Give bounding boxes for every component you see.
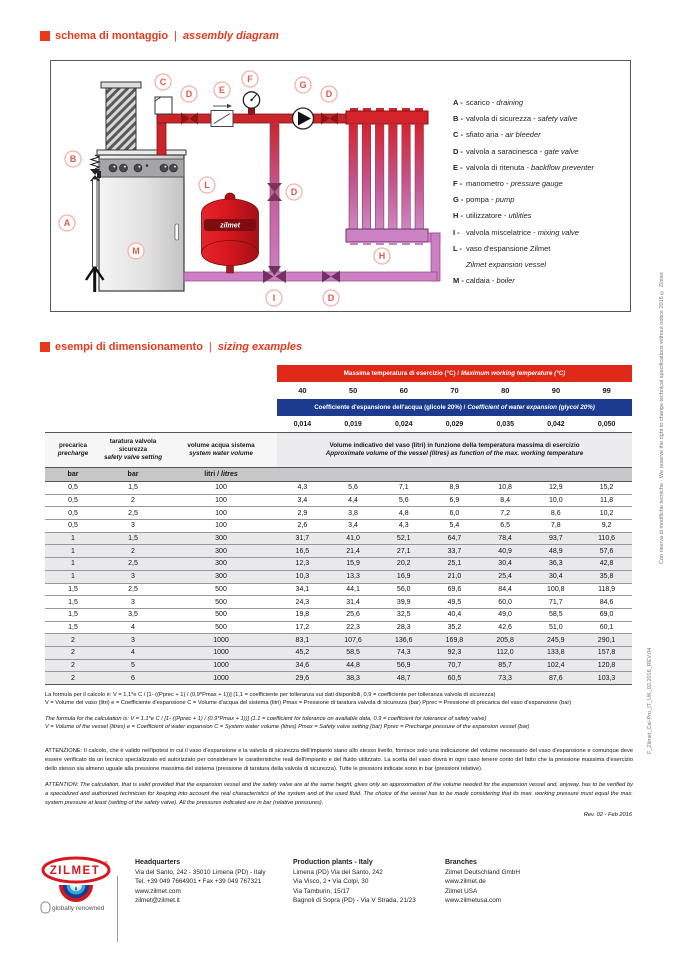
legend-item: G - pompa - pump [453,195,515,205]
legend-item: E - valvola di ritenuta - backflow preventer [453,162,594,172]
footer-production-plants [293,858,416,906]
marker-D4 [323,290,339,306]
col-header-precharge: precarica precharge [45,433,101,468]
svg-text:C: C [159,77,167,88]
margin-notice-vertical: Con riserva di modifiche tecniche - We reserve the right to change technical specifications without notice 2016 © Zilmet [659,272,665,564]
legend-item: H - utilizzatore - utilities [453,211,532,221]
list-item: Via del Santo, 242 - 35010 Limena (PD) - Italy [135,868,266,876]
formula-notes [45,691,633,731]
section-header-assembly [40,30,279,42]
table-row: 0,5 1,5 100 4,3 5,6 7,1 8,9 10,8 12,9 15,2 [68,484,614,492]
list-item: www.zilmet.com [135,887,181,895]
section-title-en: sizing examples [217,341,303,353]
temp-header-en: Maximum working temperature (°C) [461,370,566,377]
list-item: 0,042 [547,420,565,428]
list-item: www.zilmetusa.com [445,897,502,905]
list-item: Zilmet Deutschland GmbH [445,868,520,876]
gate-valve-middle [267,183,282,192]
footer-divider [117,876,118,942]
table-row: 1,5 4 500 17,2 22,3 28,3 35,2 42,6 51,0 60,1 [45,621,632,634]
marker-L [199,177,215,193]
list-item: 99 [602,386,611,395]
marker-B [65,151,81,167]
list-item: Bagnoli di Sopra (PD) - Via V Strada, 21/23 [293,897,416,905]
formula-en-1: The formula for the calculation is: V = 1.1*e C / [1- ((Pprec + 1) / (0.9*Pmax + 1))] (1.1 = coefficient for tolerance on available data, 0.9 = coefficient for tolerance of safety valve) [45,715,487,722]
revision-label: Rev. 02 - Feb 2016 [583,812,632,818]
footer-branches [445,858,520,906]
unit-litres: litri / litres [165,468,277,482]
sizing-table-wrap [45,432,632,685]
temp-header-it: Massima temperatura di esercizio (°C) / [343,370,459,377]
table-row: 1,5 3,5 500 19,8 25,6 32,5 40,4 49,0 58,5 69,0 [45,608,632,621]
svg-text:E: E [218,85,226,96]
marker-E [214,82,230,98]
table-units-row [45,468,632,482]
section-separator: | [208,341,212,353]
table-row: 1 2,5 300 12,3 15,9 20,2 25,1 30,4 36,3 42,8 [45,558,632,571]
marker-F [242,71,258,87]
list-item: 0,024 [395,420,413,428]
list-item: 50 [348,386,358,395]
legend-item: L - vaso d'espansione Zilmet [453,243,551,253]
svg-text:L: L [204,180,210,191]
section-title-it: schema di montaggio [55,30,169,42]
svg-text:B: B [69,154,77,165]
section-title-en: assembly diagram [182,30,279,42]
table-row: 2 3 1000 83,1 107,6 136,6 169,8 205,8 245,9 290,1 [45,634,632,647]
list-item: 0,019 [344,420,362,428]
list-item: 70 [450,386,459,395]
marker-D3 [286,184,302,200]
list-item: 90 [551,386,561,395]
table-row: 1 3 300 10,3 13,3 16,9 21,0 25,4 30,4 35,8 [45,570,632,583]
logo-tagline [41,902,105,913]
list-item: 0,029 [445,420,464,428]
expansion-vessel [202,193,259,273]
attention-paragraph-it: ATTENZIONE: Il calcolo, che è valido nell'ipotesi in cui il vaso d'espansione e la valvola di sicurezza dell'impianto siano allo stesso livello, fornisce solo una indicazione del volume necessario del vaso d'espansione e comunque deve essere verificato da un tecnico specializzato ed autorizzato per considerare le caratteristiche reali dell'impianto e del fluido utilizzato. La scelta del vaso dovrà in ogni caso tenere conto del fatto che la pressione massima d'esercizio dello stesso sia almeno uguale alla pressione massima del sistema (pressione di taratura della valvola di sicurezza). Tutte le pressioni indicate sono in bar (pressioni relative). [45,748,633,772]
pressure-gauge [243,92,259,115]
svg-text:H: H [378,251,386,262]
formula-it-1: La formula per il calcolo è: V = 1,1*e C / [1- ((Pprec + 1) / (0,9*Pmax + 1))] (1,1 = coefficiente per tolleranza sui dati disponibili, 0,9 = coefficiente per tolleranza valvola di sicurezza) [45,692,496,698]
legend-item: M - caldaia - boiler [453,276,515,286]
legend-item-line2: Zilmet expansion vessel [466,260,547,270]
air-bleeder [155,97,172,114]
svg-text:G: G [299,80,307,91]
table-row: 1,5 3 500 24,3 31,4 39,9 49,5 60,0 71,7 84,6 [45,596,632,609]
assembly-diagram-box [50,60,631,312]
list-item: 40 [298,386,307,395]
table-row: 1 1,5 300 31,7 41,0 52,1 64,7 78,4 93,7 110,6 [45,532,632,545]
footer-hq-title: Headquarters [135,859,181,866]
max-temperature-bar [277,365,632,382]
logo-fan-icon [59,885,93,902]
table-row: 1 2 300 16,5 21,4 27,1 33,7 40,9 48,9 57,6 [45,545,632,558]
formula-it-2: V = Volume del vaso (litri) e = Coefficiente d'espansione C = Volume d'acqua del sistema (litri) Pmax = Pressione di taratura valvola di sicurezza (bar) Pprec = Pressione di precarica del vaso d'espansione (bar) [45,700,572,707]
temperature-values-row [277,382,632,399]
legend-item: C - sfiato aria - air bleeder [453,130,541,140]
section-separator: | [174,30,177,42]
list-item: Tel. +39 049 7664901 • Fax +39 049 767321 [135,878,262,886]
marker-C [155,74,171,90]
footer-branches-lines [445,868,520,906]
legend-item: B - valvola di sicurezza - safety valve [453,114,578,124]
svg-text:globally renowned: globally renowned [52,905,105,912]
svg-text:I: I [272,293,276,304]
footer-headquarters [135,858,266,906]
legend-item: F - manometro - pressure gauge [453,179,563,189]
svg-text:D: D [327,293,335,304]
registered-mark-icon: ® [104,861,108,867]
list-item: Zilmet USA [445,887,478,895]
table-row: 2 4 1000 45,2 58,5 74,3 92,3 112,0 133,8 157,8 [45,646,632,659]
chimney [101,82,141,152]
unit-bar-2: bar [101,468,165,482]
coeff-header-it: Coefficiente d'espansione dell'acqua (glicole 20%) / [314,404,466,411]
unit-bar-1: bar [45,468,101,482]
logo-wordmark: ZILMET [49,865,101,877]
legend-item: A - scarico - draining [453,98,524,107]
marker-M [128,243,144,259]
svg-text:D: D [290,187,298,198]
formula-en-2: V = Volume of the vessel (litres) e = Coefficient of water expansion C = System water volume (litres) Pmax = Safety valve setting (bar) Pprec = Precharge pressure of the expansion vessel (bar) [45,723,530,730]
coefficient-values-row [277,416,632,432]
attention-paragraph-en: ATTENTION: The calculation, that is valid provided that the expansion vessel and the safety valve are at the same height, gives only an approximation of the volume needed for the expansion vessel and, anyway, has to be verified by a specialized and authorized technician for keeping into account the real characteristics of the system and of the used fluid. The choice of the vessel has to be made considering that its max. working pressure must equal the max. system pressure at least (setting of the safety valve). All the pressures indicated are in bar (relative pressures). [45,782,633,806]
list-item: 0,050 [597,420,616,428]
section-header-sizing [40,341,302,353]
margin-document-code: F_Zilmet_Cal-Pro_IT_UK_02.2016_REV.04 [647,647,653,754]
footer-hq-lines [135,868,266,906]
svg-text:F: F [247,74,253,85]
legend-item: I - valvola miscelatrice - mixing valve [453,227,579,237]
boiler-door-handle [175,224,179,240]
list-item: 60 [399,386,408,395]
list-item: Via Tamburin, 15/17 [293,887,350,895]
marker-D2 [321,86,337,102]
section-title-it: esempi di dimensionamento [55,341,203,353]
expansion-coefficient-bar [277,399,632,416]
red-square-bullet-icon [40,342,50,352]
list-item: Limena (PD) Via del Santo, 242 [293,868,383,876]
unit-empty [277,468,632,482]
pump [293,108,314,129]
list-item: 0,014 [293,420,312,428]
marker-G [295,77,311,93]
marker-H [374,248,390,264]
list-item: Via Visco, 2 • Via Colpi, 30 [293,878,369,886]
marker-A [59,215,75,231]
coeff-header-en: Coefficient of water expansion (glycol 20%) [467,404,595,411]
temperature-header-block [277,365,632,432]
marker-I [266,290,282,306]
table-row: 0,5 3 100 2,6 3,4 4,3 5,4 6,5 7,8 9,2 [45,520,632,533]
footer-plants-title: Production plants - Italy [293,859,373,866]
table-row: 2 6 1000 29,6 38,3 48,7 60,5 73,3 87,6 103,3 [45,672,632,685]
diagram-legend [453,95,625,289]
footer-plants-lines [293,868,416,906]
riser-pipe-middle [267,123,282,273]
list-item: www.zilmet.de [445,878,486,886]
vessel-brand-label: zilmet [220,222,240,230]
col-header-vessel-volume: Volume indicativo del vaso (litri) in funzione della temperatura massima di esercizio Approximate volume of the vessel (litres) as function of the max. working temperature [277,433,632,468]
footer-branches-title: Branches [445,859,477,866]
table-row: 1,5 2,5 500 34,1 44,1 56,0 69,6 84,4 100,8 118,9 [45,583,632,596]
svg-text:A: A [63,218,71,229]
legend-item: D - valvola a saracinesca - gate valve [453,146,579,156]
sizing-table [45,432,632,685]
assembly-diagram [51,61,451,308]
backflow-preventer [211,104,233,127]
radiator [346,108,428,245]
list-item: zilmet@zilmet.it [135,897,180,905]
col-header-system-volume: volume acqua sistema system water volume [165,433,277,468]
list-item: 80 [501,386,510,395]
zilmet-logo [38,856,116,949]
col-header-valve-setting: taratura valvola sicurezza safety valve setting [101,433,165,468]
svg-text:D: D [185,89,193,100]
table-row: 0,5 2,5 100 2,9 3,8 4,8 6,0 7,2 8,6 10,2 [45,507,632,520]
boiler [97,150,186,291]
svg-text:M: M [132,246,140,257]
svg-text:D: D [325,89,333,100]
list-item: 0,035 [496,420,514,428]
marker-D1 [181,86,197,102]
sizing-table-body [45,482,632,685]
table-row: 0,5 2 100 3,4 4,4 5,6 6,9 8,4 10,0 11,8 [45,494,632,507]
table-header-row [45,433,632,468]
red-square-bullet-icon [40,31,50,41]
table-row: 2 5 1000 34,6 44,8 56,9 70,7 85,7 102,4 120,8 [45,659,632,672]
